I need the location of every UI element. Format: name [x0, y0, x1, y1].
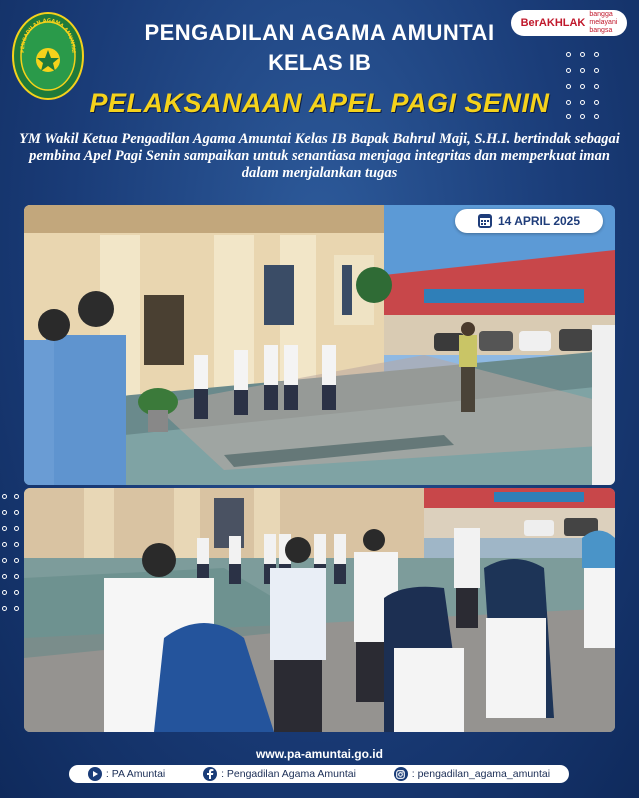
social-facebook[interactable]	[203, 767, 356, 781]
event-date: 14 APRIL 2025	[497, 214, 581, 228]
instagram-icon	[394, 767, 408, 781]
institution-class: KELAS IB	[268, 50, 371, 75]
date-badge	[455, 209, 603, 233]
social-youtube-label: : PA Amuntai	[105, 768, 166, 780]
badge-tag-1: bangga	[589, 11, 613, 18]
social-instagram-label: : pengadilan_agama_amuntai	[411, 768, 551, 780]
social-facebook-label: : Pengadilan Agama Amuntai	[221, 768, 356, 780]
badge-tag-2: melayani	[589, 19, 618, 26]
decorative-dots-left	[2, 494, 26, 614]
badge-tag-3: bangsa	[589, 27, 613, 34]
logo-text: PENGADILAN AGAMA AMUNTAI	[19, 17, 77, 54]
social-instagram[interactable]	[394, 767, 550, 781]
photo-ceremony-1	[24, 205, 615, 485]
event-description: YM Wakil Ketua Pengadilan Agama Amuntai Kelas IB Bapak Bahrul Maji, S.H.I. bertindak sebagai pembina Apel Pagi Senin sampaikan untuk senantiasa menjaga integritas dan memperkuat iman dalam menjalankan tugas	[19, 131, 620, 181]
social-bar	[69, 765, 569, 783]
institution-name: PENGADILAN AGAMA AMUNTAI	[144, 20, 495, 45]
calendar-icon	[478, 214, 492, 228]
website-url[interactable]: www.pa-amuntai.go.id	[256, 747, 383, 761]
youtube-icon	[88, 767, 102, 781]
event-title: PELAKSANAAN APEL PAGI SENIN	[89, 88, 550, 118]
social-youtube[interactable]	[88, 767, 165, 781]
photo-ceremony-2	[24, 488, 615, 732]
badge-brand: BerAKHLAK	[520, 17, 586, 29]
facebook-icon	[203, 767, 217, 781]
